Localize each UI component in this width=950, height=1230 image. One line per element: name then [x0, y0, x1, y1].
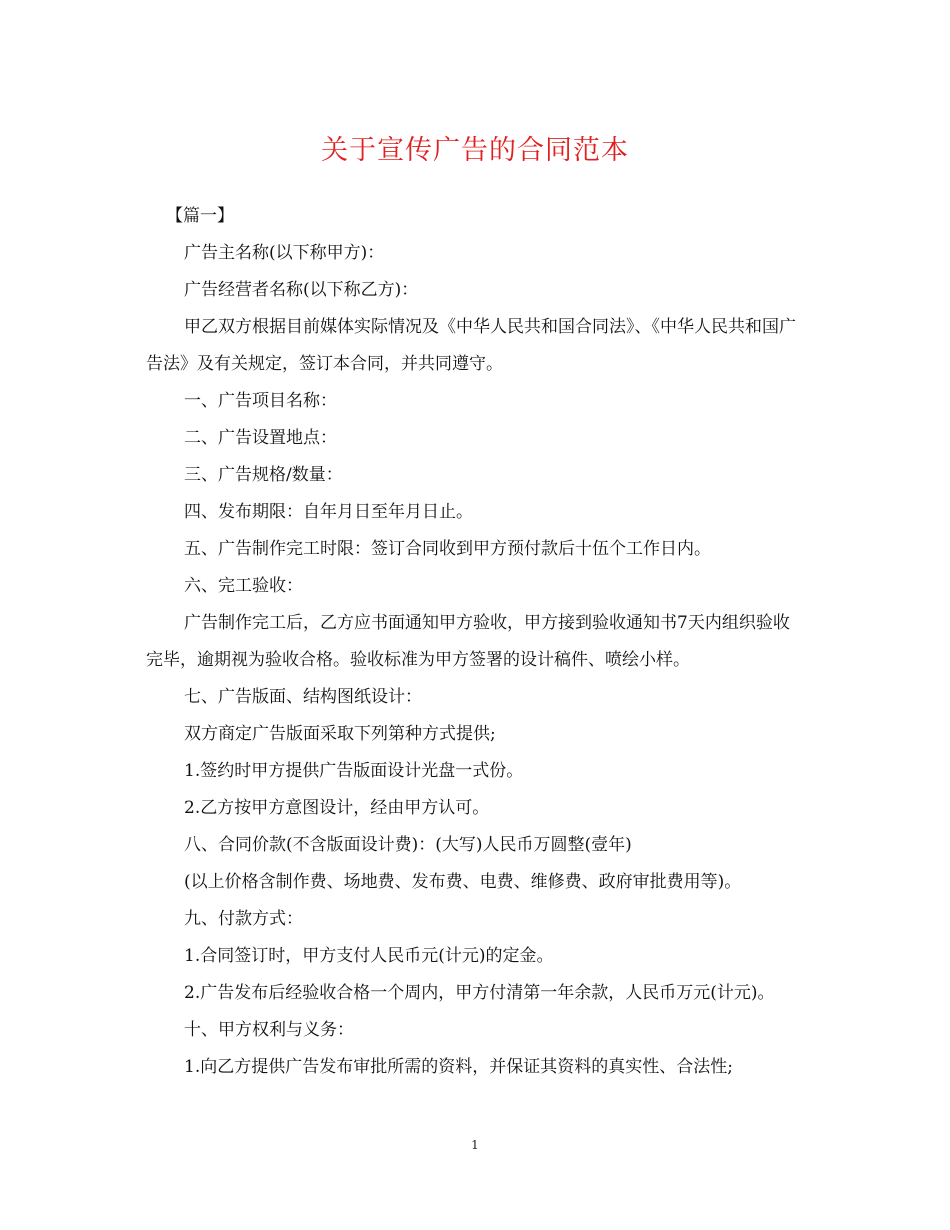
- paragraph: 一、广告项目名称：: [184, 391, 337, 411]
- paragraph: (以上价格含制作费、场地费、发布费、电费、维修费、政府审批费用等)。: [184, 872, 742, 892]
- paragraph: 广告主名称(以下称甲方)：: [184, 243, 385, 263]
- paragraph: 1.向乙方提供广告发布审批所需的资料，并保证其资料的真实性、合法性;: [184, 1057, 733, 1077]
- paragraph: 2.乙方按甲方意图设计，经由甲方认可。: [184, 798, 490, 818]
- paragraph: 十、甲方权利与义务：: [184, 1020, 354, 1040]
- paragraph: 二、广告设置地点：: [184, 428, 337, 448]
- paragraph: 六、完工验收：: [184, 576, 303, 596]
- paragraph: 1.签约时甲方提供广告版面设计光盘一式份。: [184, 761, 524, 781]
- paragraph: 2.广告发布后经验收合格一个周内，甲方付清第一年余款，人民币万元(计元)。: [184, 983, 775, 1003]
- paragraph: 八、合同价款(不含版面设计费)：(大写)人民币万圆整(壹年): [184, 835, 632, 855]
- paragraph: 五、广告制作完工时限：签订合同收到甲方预付款后十伍个工作日内。: [184, 539, 711, 559]
- document-body: [146, 198, 806, 1086]
- page-number: 1: [471, 1138, 479, 1152]
- paragraph: 双方商定广告版面采取下列第种方式提供;: [184, 724, 496, 744]
- paragraph: 七、广告版面、结构图纸设计：: [184, 687, 422, 707]
- paragraph: 三、广告规格/数量：: [184, 465, 343, 485]
- paragraph: 广告制作完工后，乙方应书面通知甲方验收，甲方接到验收通知书7天内组织验收完毕，逾期视为验收合格。验收标准为甲方签署的设计稿件、喷绘小样。: [146, 613, 790, 670]
- paragraph: 四、发布期限：自年月日至年月日止。: [184, 502, 473, 522]
- section-heading: 【篇一】: [166, 206, 234, 226]
- paragraph: 广告经营者名称(以下称乙方)：: [184, 280, 419, 300]
- paragraph: 甲乙双方根据目前媒体实际情况及《中华人民共和国合同法》、《中华人民共和国广告法》及有关规定，签订本合同，并共同遵守。: [146, 317, 796, 374]
- paragraph: 九、付款方式：: [184, 909, 303, 929]
- document-title: 关于宣传广告的合同范本: [321, 135, 629, 166]
- paragraph: 1.合同签订时，甲方支付人民币元(计元)的定金。: [184, 946, 554, 966]
